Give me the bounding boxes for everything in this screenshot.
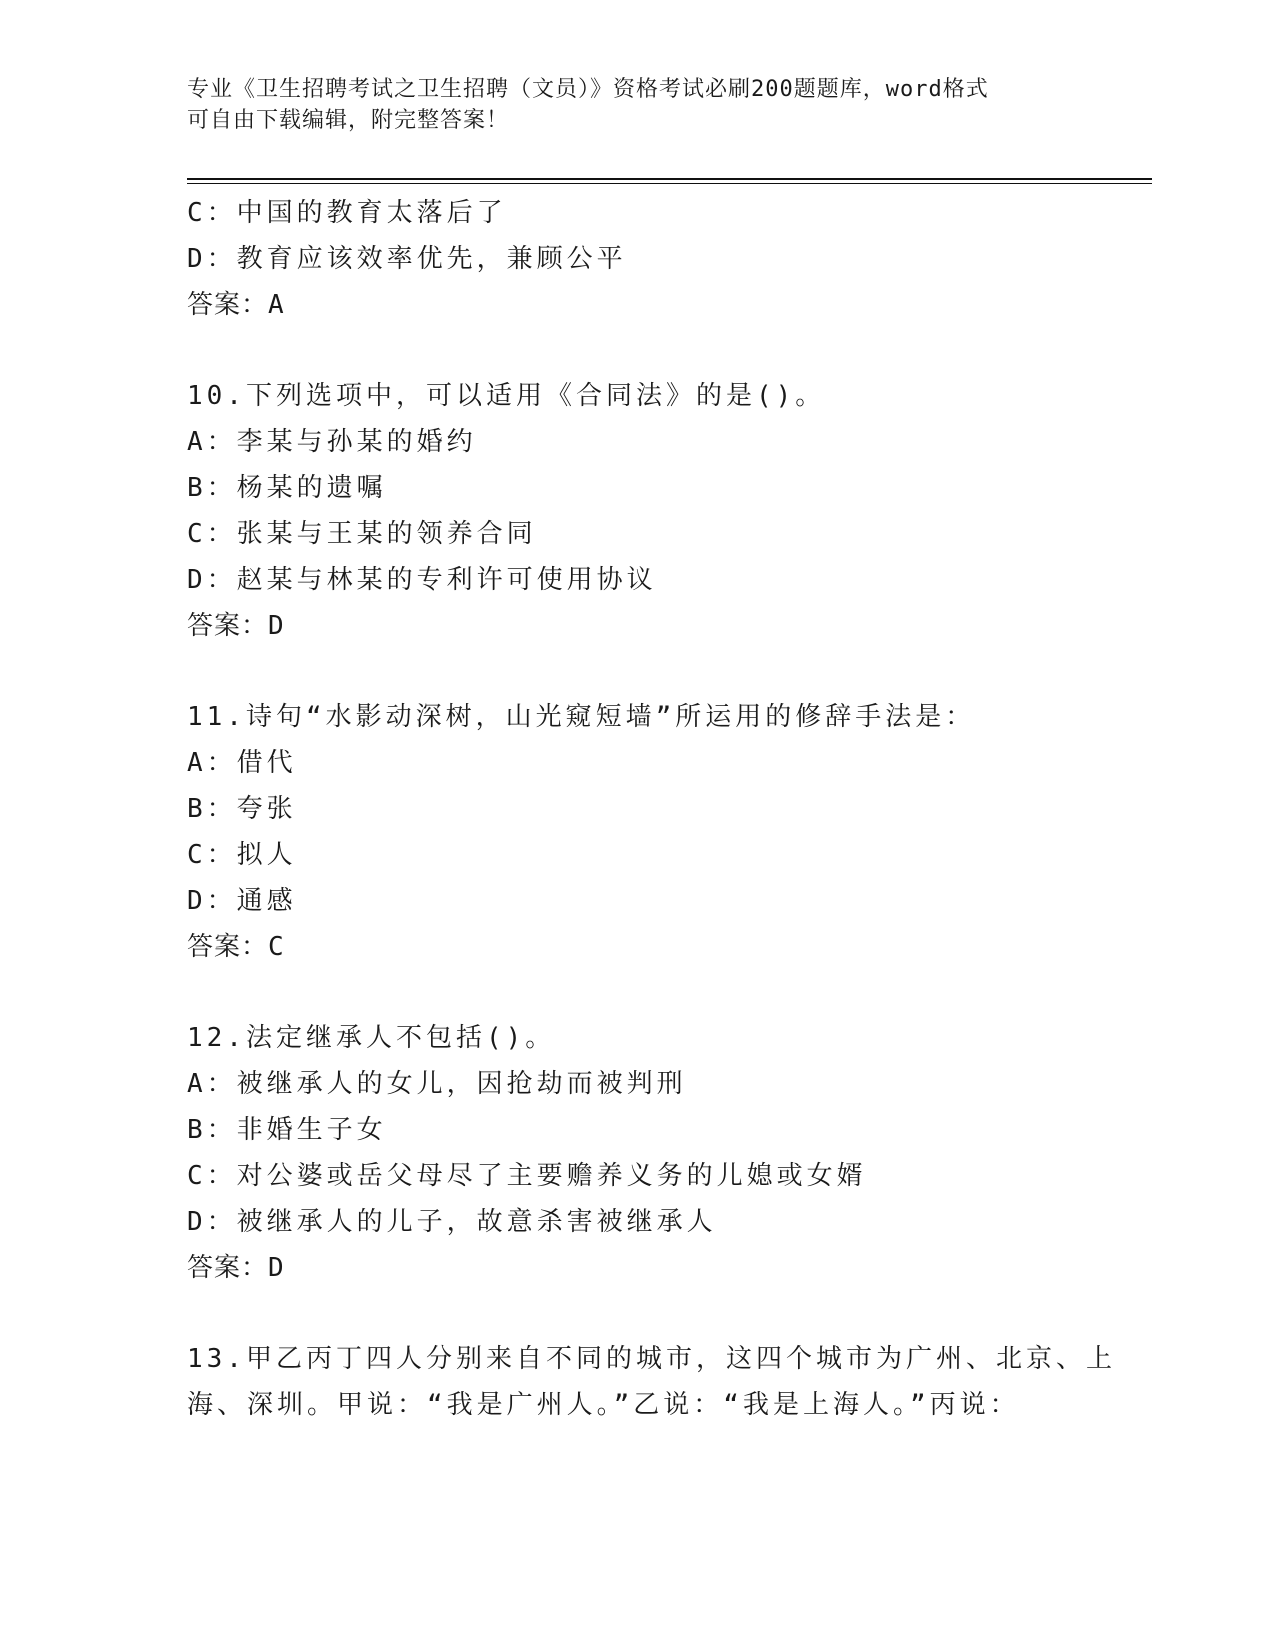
option-a: A：李某与孙某的婚约 <box>187 427 477 457</box>
header-rule-thin <box>187 183 1152 184</box>
question-text: 10.下列选项中，可以适用《合同法》的是()。 <box>187 381 826 411</box>
option-d: D：教育应该效率优先，兼顾公平 <box>187 244 627 274</box>
header-title-line-2: 可自由下载编辑，附完整答案！ <box>187 108 510 133</box>
option-d: D：赵某与林某的专利许可使用协议 <box>187 565 657 595</box>
option-b: B：夸张 <box>187 794 297 824</box>
option-c: C：中国的教育太落后了 <box>187 198 507 228</box>
answer: 答案：D <box>187 611 285 641</box>
option-a: A：借代 <box>187 748 297 778</box>
option-d: D：被继承人的儿子，故意杀害被继承人 <box>187 1207 717 1237</box>
question-text: 12.法定继承人不包括()。 <box>187 1023 556 1053</box>
option-c: C：张某与王某的领养合同 <box>187 519 537 549</box>
document-header <box>187 74 1087 136</box>
header-title-line-1: 专业《卫生招聘考试之卫生招聘（文员）》资格考试必刷200题题库，word格式 <box>187 77 989 102</box>
question-9 <box>187 190 1087 328</box>
answer: 答案：A <box>187 290 285 320</box>
option-d: D：通感 <box>187 886 297 916</box>
question-10 <box>187 373 1087 649</box>
answer: 答案：D <box>187 1253 285 1283</box>
option-b: B：杨某的遗嘱 <box>187 473 387 503</box>
answer: 答案：C <box>187 932 285 962</box>
question-11 <box>187 694 1087 970</box>
question-text-line-1: 13.甲乙丙丁四人分别来自不同的城市，这四个城市为广州、北京、上 <box>187 1344 1116 1374</box>
question-13 <box>187 1336 1116 1428</box>
header-rule-thick <box>187 178 1152 180</box>
question-12 <box>187 1015 1087 1291</box>
option-a: A：被继承人的女儿，因抢劫而被判刑 <box>187 1069 687 1099</box>
option-c: C：拟人 <box>187 840 297 870</box>
question-text: 11.诗句“水影动深树，山光窥短墙”所运用的修辞手法是： <box>187 702 976 732</box>
question-list <box>187 190 1116 1428</box>
option-b: B：非婚生子女 <box>187 1115 387 1145</box>
question-text-line-2: 海、深圳。甲说：“我是广州人。”乙说：“我是上海人。”丙说： <box>187 1390 1020 1420</box>
option-c: C：对公婆或岳父母尽了主要赡养义务的儿媳或女婿 <box>187 1161 867 1191</box>
